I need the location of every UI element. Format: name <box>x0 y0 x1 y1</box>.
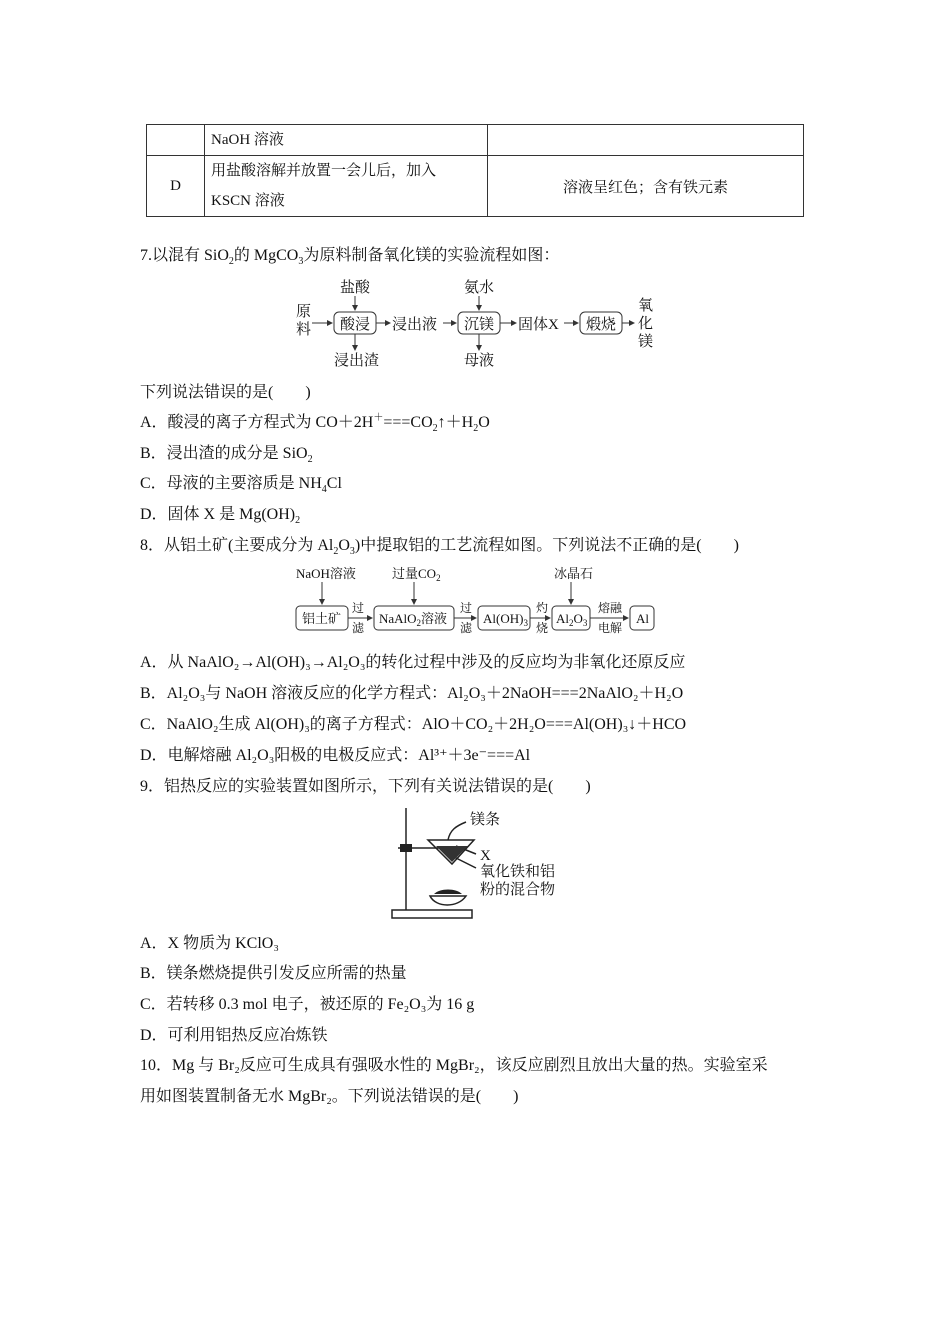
sand <box>434 890 462 895</box>
flow-label: 铝土矿 <box>302 611 342 626</box>
flow-label: 盐酸 <box>340 280 371 296</box>
q8-option-d: D．电解熔融 Al₂O₃阳极的电极反应式：Al³⁺＋3e⁻===Al <box>140 747 531 764</box>
fig-label: X <box>480 848 491 864</box>
flow-label: NaAlO$_2$溶液 <box>379 611 448 628</box>
table-cell <box>147 125 205 156</box>
flow-label: 电解 <box>598 621 623 635</box>
flow-label: 冰晶石 <box>554 566 594 581</box>
flow-label: 滤 <box>460 621 473 635</box>
q8-flow-diagram <box>292 562 662 640</box>
mixture <box>436 846 468 862</box>
answer-table <box>146 124 804 217</box>
flow-label: 氧 <box>638 298 654 314</box>
flow-label: 滤 <box>352 621 365 635</box>
fig-label: 镁条 <box>470 812 501 828</box>
q7-option-b: B．浸出渣的成分是 SiO$_2$ <box>140 445 313 466</box>
flow-label: 浸出液 <box>392 317 438 333</box>
q7-ask: 下列说法错误的是( ) <box>140 384 311 401</box>
q10-line: 用如图装置制备无水 MgBr₂。下列说法错误的是( ) <box>140 1088 519 1105</box>
q7-stem: 7.以混有 SiO$_2$的 MgCO$_3$为原料制备氧化镁的实验流程如图： <box>140 247 560 268</box>
q8-stem: 8．从铝土矿(主要成分为 $Al_2O_3$)中提取铝的工艺流程如图。下列说法不正确的是( ) <box>140 537 739 558</box>
flow-label: $Al(OH)_3$ <box>483 611 528 628</box>
flow-label: 烧 <box>536 621 549 635</box>
q10-line: 10．Mg 与 Br₂反应可生成具有强吸水性的 MgBr₂，该反应剧烈且放出大量的热。实验室采 <box>140 1057 768 1074</box>
thermite-apparatus-figure <box>390 806 570 926</box>
magnesium-ribbon <box>448 822 466 840</box>
table-cell <box>205 156 488 217</box>
table-cell <box>488 125 804 156</box>
q8-option-c: C．NaAlO₂生成 Al(OH)₃的离子方程式：AlO＋CO₂＋2H₂O===Al(OH)₃↓＋HCO <box>140 716 687 733</box>
table-row <box>147 125 804 156</box>
stand-base <box>392 910 472 918</box>
q9-option-d: D．可利用铝热反应冶炼铁 <box>140 1027 328 1044</box>
flow-label: 固体X <box>518 317 559 333</box>
table-row <box>147 156 804 217</box>
flow-label: 酸浸 <box>340 317 371 333</box>
flow-label: 料 <box>296 322 312 338</box>
table-cell-label: D <box>147 156 205 217</box>
q9-option-b: B．镁条燃烧提供引发反应所需的热量 <box>140 965 407 982</box>
flow-label: 沉镁 <box>464 317 495 333</box>
fig-label: 粉的混合物 <box>480 882 556 898</box>
flow-label: 过 <box>352 601 365 615</box>
flow-label: 氨水 <box>464 280 495 296</box>
fig-label: 氧化铁和铝 <box>480 864 556 880</box>
flow-label: 煅烧 <box>586 317 617 333</box>
flow-label: 浸出渣 <box>334 353 380 369</box>
flow-label: 化 <box>638 316 654 332</box>
flow-label: 过 <box>460 601 473 615</box>
evaporating-dish <box>430 896 466 905</box>
q9-option-a: A．X 物质为 KClO₃ <box>140 935 279 952</box>
table-cell: NaOH 溶液 <box>205 125 488 156</box>
flow-label: Al <box>636 611 649 626</box>
cell-line: KSCN 溶液 <box>211 193 285 209</box>
flow-label: NaOH溶液 <box>296 566 356 581</box>
table-cell: 溶液呈红色；含有铁元素 <box>488 156 804 217</box>
flow-label: 过量$CO_2$ <box>392 566 441 583</box>
flow-label: $Al_2O_3$ <box>556 611 588 628</box>
flow-label: 灼 <box>536 601 549 615</box>
q7-option-a: A．酸浸的离子方程式为 $CO+2H^+===CO_2↑+H_2O$ <box>140 412 490 435</box>
q7-flow-diagram <box>290 274 670 374</box>
q8-option-b: B．Al₂O₃与 NaOH 溶液反应的化学方程式：Al₂O₃＋2NaOH===2NaAlO₂＋H₂O <box>140 685 684 702</box>
flow-label: 熔融 <box>598 601 623 615</box>
cell-line: 用盐酸溶解并放置一会儿后，加入 <box>211 163 437 179</box>
flow-label: 原 <box>296 304 312 320</box>
q8-option-a: A．从 NaAlO₂→Al(OH)₃→Al₂O₃的转化过程中涉及的反应均为非氧化还原反应 <box>140 654 686 671</box>
q9-option-c: C．若转移 0.3 mol 电子，被还原的 Fe₂O₃为 16 g <box>140 996 475 1013</box>
flow-label: 母液 <box>464 353 495 369</box>
q9-stem: 9．铝热反应的实验装置如图所示，下列有关说法错误的是( ) <box>140 778 591 795</box>
q7-option-d: D．固体 X 是 $Mg(OH)_2$ <box>140 506 301 527</box>
flow-label: 镁 <box>638 334 654 350</box>
q7-option-c: C．母液的主要溶质是 $NH_4Cl$ <box>140 475 342 496</box>
